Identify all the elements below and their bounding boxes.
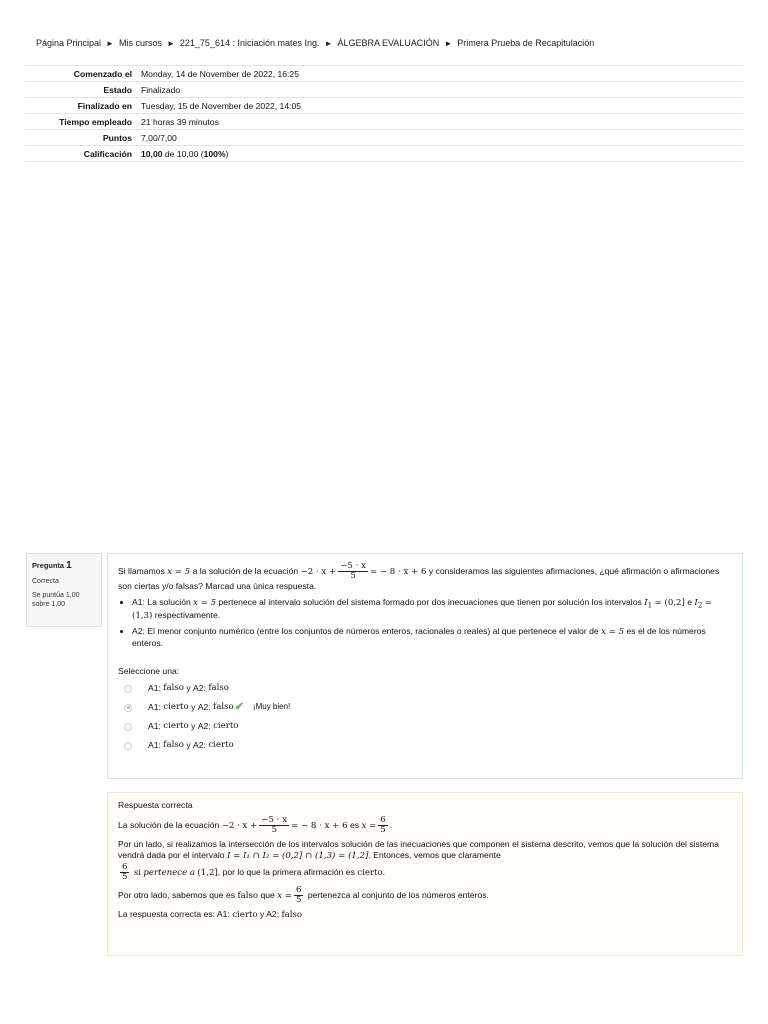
math: = (0,2] — [654, 597, 685, 608]
math: cierto — [232, 909, 258, 920]
summary-value: 7,00/7,00 — [141, 130, 742, 146]
radio-button[interactable] — [124, 685, 132, 693]
answer-paragraph-2 — [118, 839, 732, 882]
math: = − 8 · x + 6 — [369, 566, 427, 577]
summary-value: Finalizado — [141, 82, 742, 98]
summary-row-points — [26, 130, 742, 146]
question-label: Pregunta — [32, 561, 65, 570]
breadcrumb-separator: ► — [444, 39, 453, 48]
text: es — [349, 819, 360, 830]
math: x = — [361, 820, 377, 831]
math: falso — [163, 683, 184, 694]
question-state: Correcta — [32, 578, 59, 585]
statements-list — [118, 597, 732, 650]
text: . — [382, 866, 386, 877]
text: A2: — [193, 740, 206, 751]
answer-options — [118, 679, 732, 755]
fraction-denominator: 5 — [350, 571, 356, 582]
fraction-denominator: 5 — [380, 824, 386, 835]
breadcrumb-section[interactable]: ÁLGEBRA EVALUACIÓN — [337, 38, 440, 48]
math-subscript: 1 — [647, 600, 653, 610]
fraction-numerator: 6 — [380, 814, 386, 825]
text: Por otro lado, sabemos que es — [118, 889, 236, 900]
math: falso — [213, 702, 234, 713]
answer-paragraph-3 — [118, 886, 732, 905]
summary-label: Comenzado el — [26, 66, 141, 82]
text: y — [191, 721, 196, 732]
text: y A2: — [259, 908, 280, 919]
text: A2: — [197, 702, 211, 713]
summary-row-grade — [26, 146, 742, 162]
summary-value: 21 horas 39 minutos — [141, 114, 742, 130]
fraction — [338, 562, 368, 581]
breadcrumb-separator: ► — [324, 39, 333, 48]
fraction-numerator: 6 — [295, 884, 302, 895]
math: cierto — [163, 702, 189, 713]
breadcrumb-course[interactable]: 221_75_614 : Iniciación mates Ing. — [179, 38, 320, 48]
math: falso — [237, 890, 259, 901]
statement-a2 — [132, 626, 732, 650]
question-statement — [118, 562, 732, 593]
question-mark: Se puntúa 1,00 sobre 1,00 — [32, 592, 80, 609]
fraction — [259, 816, 289, 835]
math: falso — [281, 909, 303, 920]
summary-value: Monday, 14 de November de 2022, 16:25 — [141, 66, 742, 82]
question-number — [32, 559, 96, 572]
math: I — [644, 597, 648, 608]
summary-row-state — [26, 82, 742, 98]
summary-grade-value — [141, 146, 742, 162]
fraction-denominator: 5 — [295, 894, 302, 905]
text: a la solución de la ecuación — [192, 565, 299, 576]
answer-option[interactable] — [118, 717, 732, 736]
grade-of: de 10,00 ( — [164, 148, 204, 159]
text: A1: — [148, 702, 161, 713]
text: respectivamente. — [154, 610, 221, 621]
text: pertenezca al conjunto de los números enteros. — [307, 889, 489, 900]
summary-row-time — [26, 114, 742, 130]
math: falso — [163, 740, 184, 751]
summary-label: Calificación — [26, 146, 141, 162]
answer-paragraph-4 — [118, 909, 732, 922]
summary-value: Tuesday, 15 de November de 2022, 14:05 — [141, 98, 742, 114]
answer-title: Respuesta correcta — [118, 800, 193, 810]
text: y consideramos las siguientes afirmaciones, ¿qué afirmación o afirmaciones son ciertas y/o falsas? Marcad una única respuesta. — [118, 565, 720, 592]
text: A2: — [193, 683, 206, 694]
summary-label: Estado — [26, 82, 141, 98]
breadcrumb-quiz[interactable]: Primera Prueba de Recapitulación — [457, 38, 595, 48]
text: Por un lado, si realizamos la intersección de los intervalos solución de las inecuaciones que componen el sistema descrito, vemos que la solución del sistema vendrá dada por el intervalo — [118, 838, 719, 861]
summary-row-finished — [26, 98, 742, 114]
fraction — [120, 863, 129, 882]
text: Si llamamos — [118, 565, 165, 576]
fraction-numerator: −5 · x — [340, 561, 366, 571]
math: si — [133, 867, 142, 878]
text: . Entonces, vemos que claramente — [368, 850, 501, 861]
fraction-denominator: 5 — [271, 824, 277, 835]
text: e — [687, 596, 693, 607]
math: x = 5 — [601, 626, 625, 637]
math: cierto — [163, 721, 189, 732]
feedback-text: ¡Muy bien! — [252, 702, 291, 712]
radio-button[interactable] — [124, 742, 132, 750]
text: A1: La solución — [132, 596, 191, 607]
answer-option[interactable] — [118, 679, 732, 698]
text: que — [260, 889, 275, 900]
summary-row-started — [26, 66, 742, 82]
math: I — [694, 597, 698, 608]
breadcrumb-separator: ► — [106, 39, 114, 48]
text: y — [186, 740, 191, 751]
text: A1: — [148, 740, 161, 751]
text: A1: — [148, 721, 161, 732]
question-info — [26, 553, 102, 627]
text: y — [186, 683, 191, 694]
math: = − 8 · x + 6 — [291, 820, 348, 831]
summary-label: Tiempo empleado — [26, 114, 141, 130]
text: pertenece al intervalo solución del sistema formado por dos inecuaciones que tienen por solución los intervalos — [218, 596, 642, 607]
math: x = 5 — [167, 566, 191, 577]
breadcrumb-separator: ► — [166, 39, 175, 48]
fraction-numerator: 6 — [122, 861, 128, 872]
math: cierto — [208, 740, 234, 751]
radio-button-checked[interactable] — [124, 704, 132, 712]
text: La respuesta correcta es: A1: — [118, 908, 230, 919]
answer-option-selected[interactable] — [118, 698, 732, 717]
text: A1: — [148, 683, 161, 694]
grade-close: ) — [225, 148, 229, 159]
math: = (1,3) — [132, 597, 712, 622]
summary-label: Finalizado en — [26, 98, 141, 114]
grade-score: 10,00 — [141, 148, 163, 159]
text: . — [389, 819, 393, 830]
math: pertenece a — [143, 867, 196, 878]
breadcrumb-home[interactable]: Página Principal — [36, 38, 102, 48]
text: A2: — [197, 721, 211, 732]
checkmark-icon: ✔ — [234, 701, 244, 714]
answer-option[interactable] — [118, 736, 732, 755]
breadcrumb-my-courses[interactable]: Mis cursos — [118, 38, 162, 48]
math: cierto — [213, 721, 239, 732]
math: falso — [208, 683, 229, 694]
text: y — [191, 702, 196, 713]
summary-label: Puntos — [26, 130, 141, 146]
fraction-numerator: −5 · x — [261, 814, 288, 825]
math: I = I₁ ∩ I₂ = (0,2] ∩ (1,3) = (1,2] — [226, 851, 369, 862]
correct-answer-box — [107, 792, 743, 956]
text: La solución de la ecuación — [118, 819, 220, 830]
fraction-denominator: 5 — [122, 871, 128, 882]
question-number-value: 1 — [66, 560, 72, 571]
fraction — [378, 816, 387, 835]
breadcrumb — [36, 38, 594, 48]
math: −2 · x + — [300, 566, 337, 577]
answer-paragraph-1 — [118, 816, 732, 835]
radio-button[interactable] — [124, 723, 132, 731]
text: es el de los números enteros. — [132, 625, 706, 649]
grade-percent: 100% — [203, 148, 226, 159]
math: x = — [277, 890, 292, 901]
text: A2: El menor conjunto numérico (entre los conjuntos de números enteros, racionales o reales) al que pertenece el valor de — [132, 625, 599, 636]
math: cierto — [357, 867, 383, 878]
attempt-summary-table — [26, 65, 742, 162]
math-subscript: 2 — [697, 600, 703, 610]
math: (1,2] — [197, 867, 218, 878]
text: , por lo que la primera afirmación es — [217, 866, 355, 877]
fraction — [294, 886, 303, 905]
select-label: Seleccione una: — [118, 665, 180, 676]
math: −2 · x + — [221, 820, 258, 831]
question-content — [107, 553, 743, 779]
math: x = 5 — [193, 597, 217, 608]
statement-a1 — [132, 597, 732, 623]
